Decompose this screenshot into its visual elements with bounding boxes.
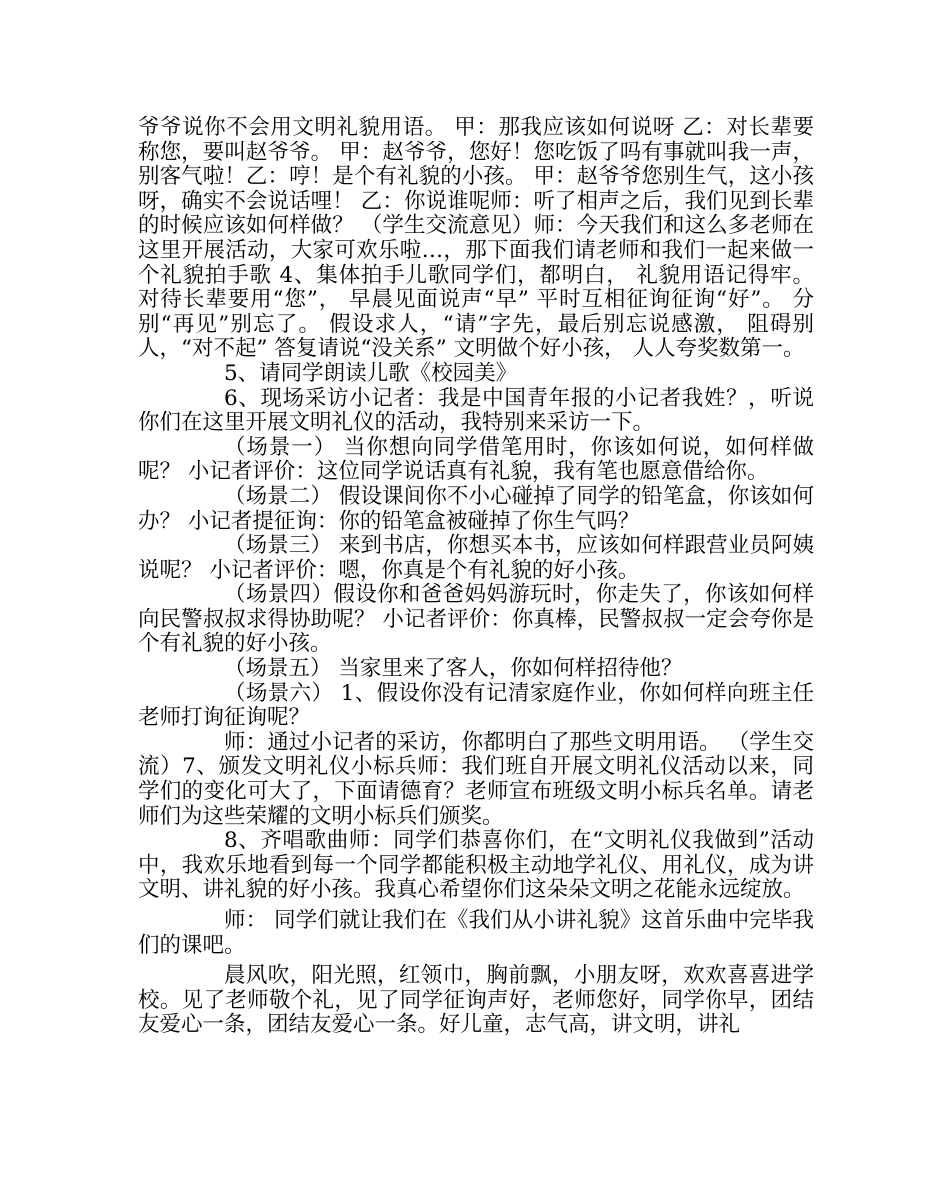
paragraph-scene-4: （场景四）假设你和爸爸妈妈游玩时，你走失了，你该如何样向民警叔叔求得协助呢？ 小记者评价：你真棒，民警叔叔一定会夸你是个有礼貌的好小孩。: [138, 582, 814, 657]
paragraph-scene-3: （场景三） 来到书店，你想买本书，应该如何样跟营业员阿姨说呢？ 小记者评价：嗯，你真是个有礼貌的好小孩。: [138, 533, 814, 583]
paragraph-step-6: 6、现场采访小记者：我是中国青年报的小记者我姓？，听说你们在这里开展文明礼仪的活动，我特别来采访一下。: [138, 385, 814, 436]
paragraph-scene-2: （场景二） 假设课间你不小心碰掉了同学的铅笔盒，你该如何办？ 小记者提征询：你的铅笔盒被碰掉了你生气吗？: [138, 483, 814, 534]
paragraph-step-8: 8、齐唱歌曲师：同学们恭喜你们，在“文明礼仪我做到”活动中，我欢乐地看到每一个同学都能积极主动地学礼仪、用礼仪，成为讲文明、讲礼貌的好小孩。我真心希望你们这朵朵文明之花能永远绽放。: [138, 828, 814, 903]
document-page: [138, 116, 814, 1038]
paragraph-song-lyrics: 晨风吹，阳光照，红领巾，胸前飘，小朋友呀，欢欢喜喜进学校。见了老师敬个礼，见了同学征询声好，老师您好，同学你早，团结友爱心一条，团结友爱心一条。好儿童，志气高，讲文明，讲礼: [138, 963, 814, 1038]
paragraph-scene-5: （场景五） 当家里来了客人，你如何样招待他？: [224, 656, 683, 682]
paragraph-step-5: 5、请同学朗读儿歌《校园美》: [224, 360, 518, 386]
paragraph-step-7: 师：通过小记者的采访，你都明白了那些文明用语。 （学生交流）7、颁发文明礼仪小标兵师：我们班自开展文明礼仪活动以来，同学们的变化可大了，下面请德育？老师宣布班级文明小标兵名单。请老师们为这些荣耀的文明小标兵们颁奖。: [138, 729, 814, 829]
paragraph-scene-1: （场景一） 当你想向同学借笔用时，你该如何说，如何样做呢？ 小记者评价：这位同学说话真有礼貌，我有笔也愿意借给你。: [138, 434, 814, 485]
paragraph-closing: 师： 同学们就让我们在《我们从小讲礼貌》这首乐曲中完毕我们的课吧。: [138, 908, 814, 958]
paragraph-dialogue: 爷爷说你不会用文明礼貌用语。 甲：那我应该如何说呀 乙：对长辈要称您，要叫赵爷爷。 甲：赵爷爷，您好！您吃饭了吗有事就叫我一声，别客气啦！乙：哼！是个有礼貌的小孩。 甲：赵爷爷您别生气，这小孩呀，确实不会说话哩！ 乙：你说谁呢师：听了相声之后，我们见到长辈的时候应该如何样做？ （学生交流意见）师：今天我们和这么多老师在这里开展活动，大家可欢乐啦…，那下面我们请老师和我们一起来做一个礼貌拍手歌 4、集体拍手儿歌同学们，都明白， 礼貌用语记得牢。 对待长辈要用“您”， 早晨见面说声“早” 平时互相征询征询“好”。 分别“再见”别忘了。 假设求人，“请”字先，最后别忘说感激， 阻碍别人，“对不起” 答复请说“没关系” 文明做个好小孩， 人人夸奖数第一。: [138, 115, 814, 362]
paragraph-scene-6: （场景六） 1、假设你没有记清家庭作业，你如何样向班主任老师打询征询呢？: [138, 680, 814, 731]
